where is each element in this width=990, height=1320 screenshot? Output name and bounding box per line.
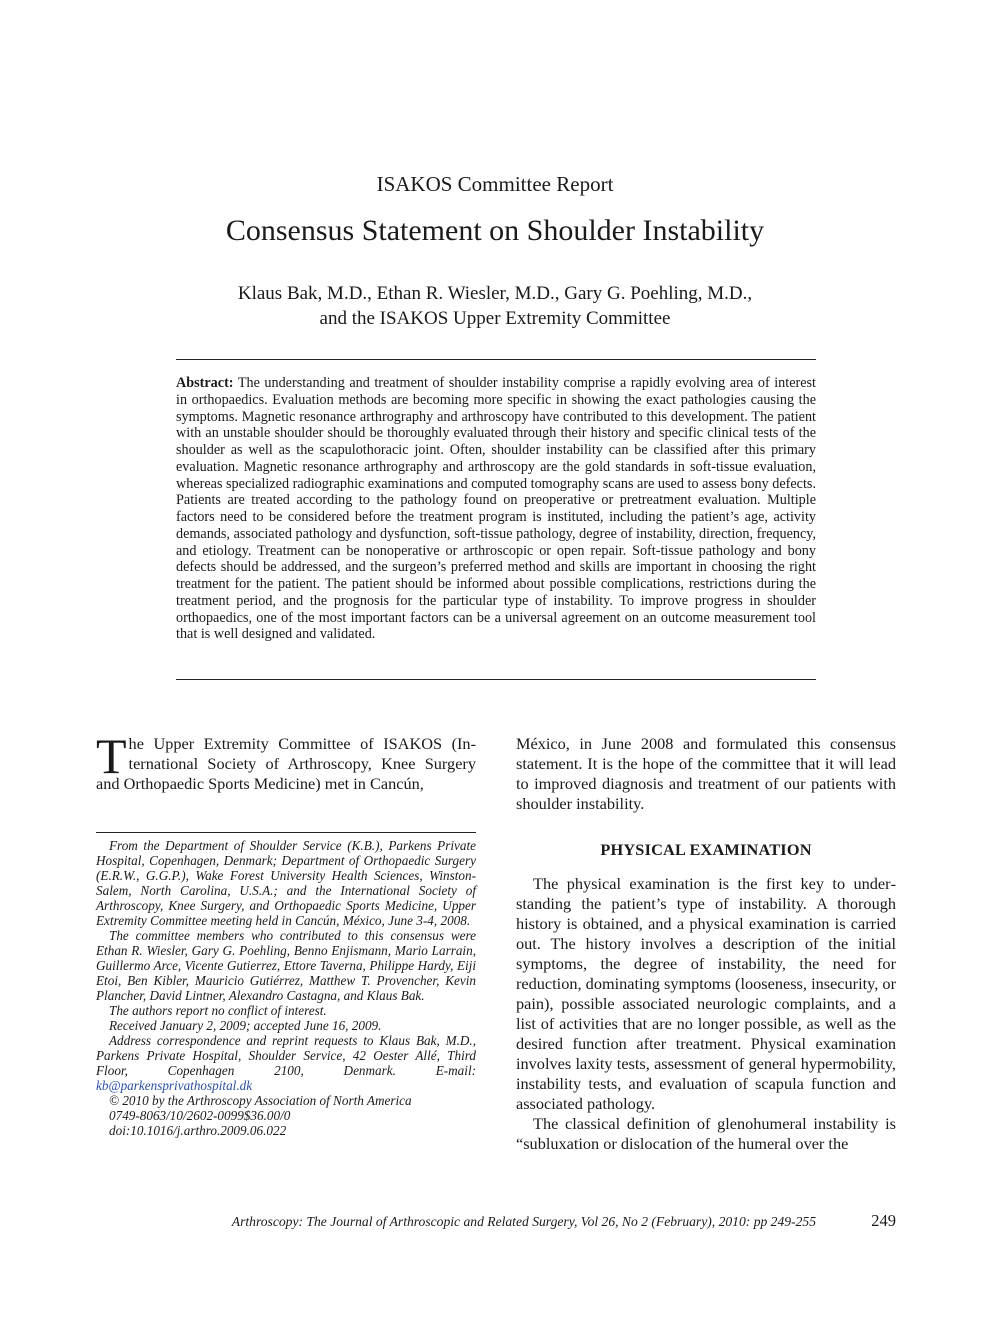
abstract-label: Abstract: [176,375,234,391]
intro-paragraph [96,728,476,794]
footnote-conflict: The authors report no conflict of interest. [109,1003,327,1018]
drop-cap: T [96,728,127,784]
footnote-address [96,1033,476,1093]
section-heading: PHYSICAL EXAMINATION [600,840,812,859]
abstract-bottom-rule [176,679,816,680]
journal-citation: Arthroscopy: The Journal of Arthroscopic and Related Surgery, Vol 26, No 2 (February), 2010: pp 249-255 [231,1214,816,1229]
footnote-issn: 0749-8063/10/2602-0099$36.00/0 [109,1108,291,1123]
intro-continuation: México, in June 2008 and formulated this consensus statement. It is the hope of the committee that it will lead to improved diagnosis and treatment of our patients with shoulder instability. [516,734,896,813]
section-body [516,874,896,1154]
abstract-top-rule [176,359,816,360]
page-number: 249 [871,1211,896,1230]
report-type-label: ISAKOS Committee Report [376,172,614,196]
section-paragraph-1: The physical examination is the first key to understanding the patient’s type of instability. A thorough history is obtained, and a physical examination is carried out. The history involves a description of the initial symptoms, the degree of instability, the need for reduction, dominating symptoms (looseness, insecurity, or pain), possible associated neurologic complaints, and a list of activities that are no longer possible, as well as the desired function after treatment. Physical examination involves laxity tests, assessment of general hypermobility, instability tests, and evaluation of scapula function and associated pathology. [516,874,896,1113]
abstract-text: The understanding and treatment of shoulder instability comprise a rapidly evolving area of interest in orthopaedics. Evaluation methods are becoming more specific in showing the exact pathologies causing the symptoms. Magnetic resonance arthrography and arthroscopy have contributed to this development. The patient with an unstable shoulder should be thoroughly evaluated through their history and specific clinical tests of the shoulder as well as the scapulothoracic joint. Often, shoulder instability can be classified after this primary evaluation. Magnetic resonance arthrography and arthroscopy are the gold standards in soft-tissue evaluation, whereas specialized radiographic examinations and computed tomography scans are used to assess bony defects. Patients are treated according to the pathology found on preoperative or pretreatment evaluation. Multiple factors need to be considered before the treatment program is instituted, including the patient’s age, activity demands, associated pathology and dysfunction, soft-tissue pathology, degree of instability, direction, frequency, and etiology. Treatment can be nonoperative or arthroscopic or open repair. Soft-tissue pathology and bony defects should be addressed, and the surgeon’s preferred method and skills are important in choosing the right treatment for the patient. The patient should be informed about possible complications, restrictions during the treatment period, and the prognosis for the particular type of instability. To improve progress in shoulder orthopaedics, one of the most important factors can be a universal agreement on an outcome measurement tool that is well designed and validated. [176,375,816,643]
footnote-copyright: © 2010 by the Arthroscopy Association of North America [109,1093,412,1108]
email-link[interactable]: kb@parkensprivathospital.dk [96,1078,253,1093]
footnote-doi: doi:10.1016/j.arthro.2009.06.022 [109,1123,287,1138]
intro-text: he Upper Extremity Committee of ISAKOS (International Society of Arthroscopy, Knee Surgery and Orthopaedic Sports Medicine) met in Cancún, [96,734,476,793]
authors-line-1: Klaus Bak, M.D., Ethan R. Wiesler, M.D., Gary G. Poehling, M.D., [237,283,753,304]
footnotes [96,838,476,1138]
footnote-committee-members: The committee members who contributed to this consensus were Ethan R. Wiesler, Gary G. Poehling, Benno Enjismann, Mario Larrain, Guillermo Arce, Vicente Gutierrez, Ettore Taverna, Philippe Hardy, Eiji Etoi, Ben Kibler, Mauricio Gutiérrez, Matthew T. Provencher, Kevin Plancher, David Lintner, Alexandro Castagna, and Klaus Bak. [96,928,476,1003]
footnote-address-text: Address correspondence and reprint requests to Klaus Bak, M.D., Parkens Private Hospital, Shoulder Service, 42 Oester Allé, Third Floor, Copenhagen 2100, Denmark. E-mail: [96,1033,476,1078]
authors-line-2: and the ISAKOS Upper Extremity Committee [319,308,671,329]
footnote-rule [96,832,476,833]
section-paragraph-2: The classical definition of glenohumeral instability is “subluxation or dislocation of the humeral over the [516,1114,896,1153]
footnote-received: Received January 2, 2009; accepted June 16, 2009. [109,1018,382,1033]
footnote-affiliation: From the Department of Shoulder Service (K.B.), Parkens Private Hospital, Copenhagen, Denmark; Department of Orthopaedic Surgery (E.R.W., G.G.P.), Wake Forest University Health Sciences, Winston-Salem, North Carolina, U.S.A.; and the International Society of Arthroscopy, Knee Surgery, and Orthopaedic Sports Medicine, Upper Extremity Committee meeting held in Cancún, México, June 3-4, 2008. [96,838,476,928]
article-title: Consensus Statement on Shoulder Instability [225,214,765,247]
abstract [176,375,816,643]
author-list [0,281,990,331]
